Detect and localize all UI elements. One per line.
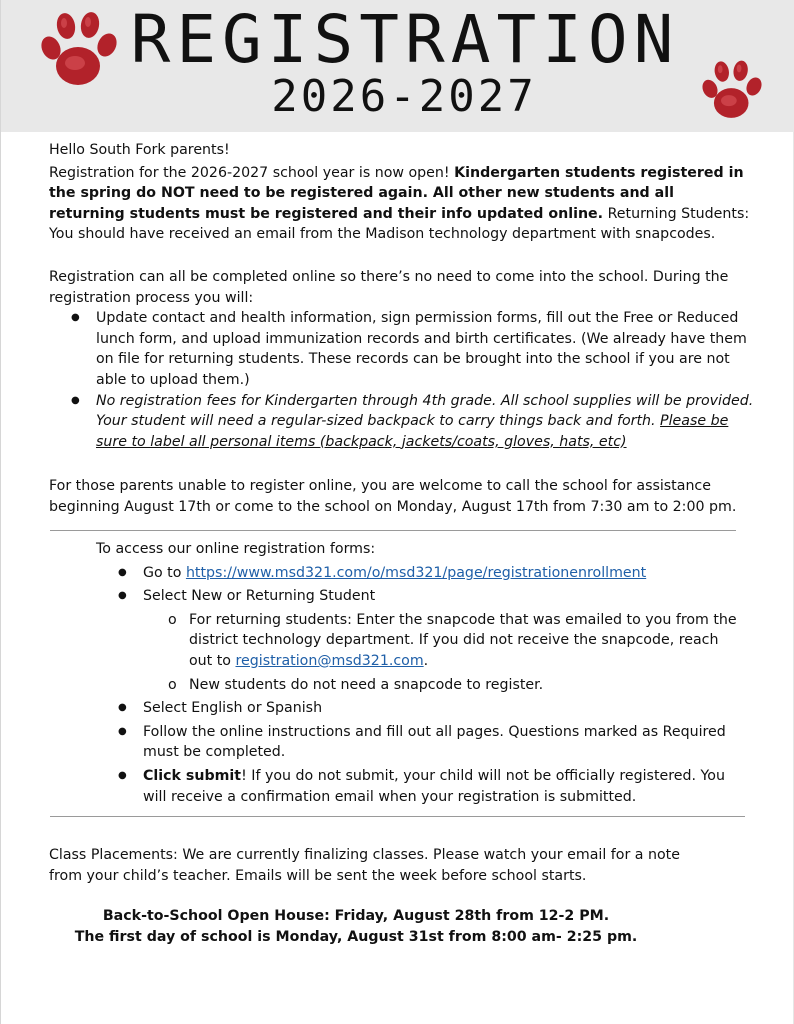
greeting: Hello South Fork parents! [49, 142, 230, 158]
registration-email-link[interactable]: registration@msd321.com [235, 652, 424, 669]
class-placements [49, 845, 689, 886]
access-lead: To access our online registration forms: [96, 541, 376, 557]
assistance-paragraph: For those parents unable to register online, you are welcome to call the school for assistance beginning August 17th or come to the school on Monday, August 17th from 7:30 am to 2:00 pm. [49, 478, 737, 515]
placements-line: Class Placements: We are currently finalizing classes. Please watch your email for a note [49, 847, 680, 863]
step-text: . [423, 652, 429, 669]
intro-text-start: Registration for the 2026-2027 school year is now open! [49, 164, 455, 181]
intro-paragraph [49, 163, 754, 245]
divider [50, 530, 736, 531]
step-text: Follow the online instructions and fill out all pages. Questions marked as Required must be completed. [143, 723, 726, 761]
open-house-line: Back-to-School Open House: Friday, August 28th from 12-2 PM. [102, 908, 610, 924]
list-item [96, 586, 746, 695]
sub-steps [143, 610, 746, 695]
list-item [49, 308, 754, 390]
submit-emphasis: Click submit [143, 767, 242, 784]
online-list [49, 308, 754, 452]
online-lead: Registration can all be completed online so there’s no need to come into the school. During the registration process you will: [49, 268, 729, 306]
step-text: Select New or Returning Student [143, 588, 376, 605]
school-year-heading: 2026-2027 [271, 71, 537, 122]
bullet-underlined-text: Please be sure to label all personal items (backpack, jackets/coats, gloves, hats, etc) [96, 413, 729, 450]
intro-text-end: Returning Students: You should have received an email from the Madison technology department with snapcodes. [49, 205, 750, 243]
list-item [96, 563, 746, 584]
divider [50, 816, 745, 817]
step-text: For returning students: Enter the snapcode that was emailed to you from the district technology department. If you did not receive the snapcode, reach out to [189, 611, 737, 669]
access-steps [96, 563, 746, 808]
intro-bold-notice: Kindergarten students registered in the spring do NOT need to be registered again. All other new students and all returning students must be registered and their info updated online. [49, 164, 744, 222]
access-section [96, 539, 746, 810]
page-title: REGISTRATION [130, 1, 680, 78]
list-item [143, 610, 746, 672]
intro-section [49, 140, 754, 518]
list-item [143, 675, 746, 696]
bullet-italic-text: No registration fees for Kindergarten through 4th grade. All school supplies will be provided. Your student will need a regular-sized backpack to carry things back and forth. [96, 392, 754, 430]
list-item [49, 391, 754, 453]
bullet-text: Update contact and health information, sign permission forms, fill out the Free or Reduced lunch form, and upload immunization records and birth certificates. (We already have them on file for returning students. These records can be brought into the school if you are not able to upload them.) [96, 310, 747, 388]
list-item [96, 722, 746, 763]
list-item [96, 698, 746, 719]
step-text: ! If you do not submit, your child will not be officially registered. You will receive a confirmation email when your registration is submitted. [143, 767, 725, 805]
list-item [96, 766, 746, 807]
step-text: Select English or Spanish [143, 700, 323, 717]
first-day-line: The first day of school is Monday, August 31st from 8:00 am- 2:25 pm. [74, 929, 638, 945]
go-to-label: Go to [143, 564, 186, 581]
header-banner [1, 0, 794, 132]
registration-url-link[interactable]: https://www.msd321.com/o/msd321/page/registrationenrollment [185, 564, 647, 581]
step-text: New students do not need a snapcode to register. [189, 676, 544, 693]
closing-announcements [1, 906, 711, 948]
placements-line: from your child’s teacher. Emails will be sent the week before school starts. [49, 867, 587, 884]
